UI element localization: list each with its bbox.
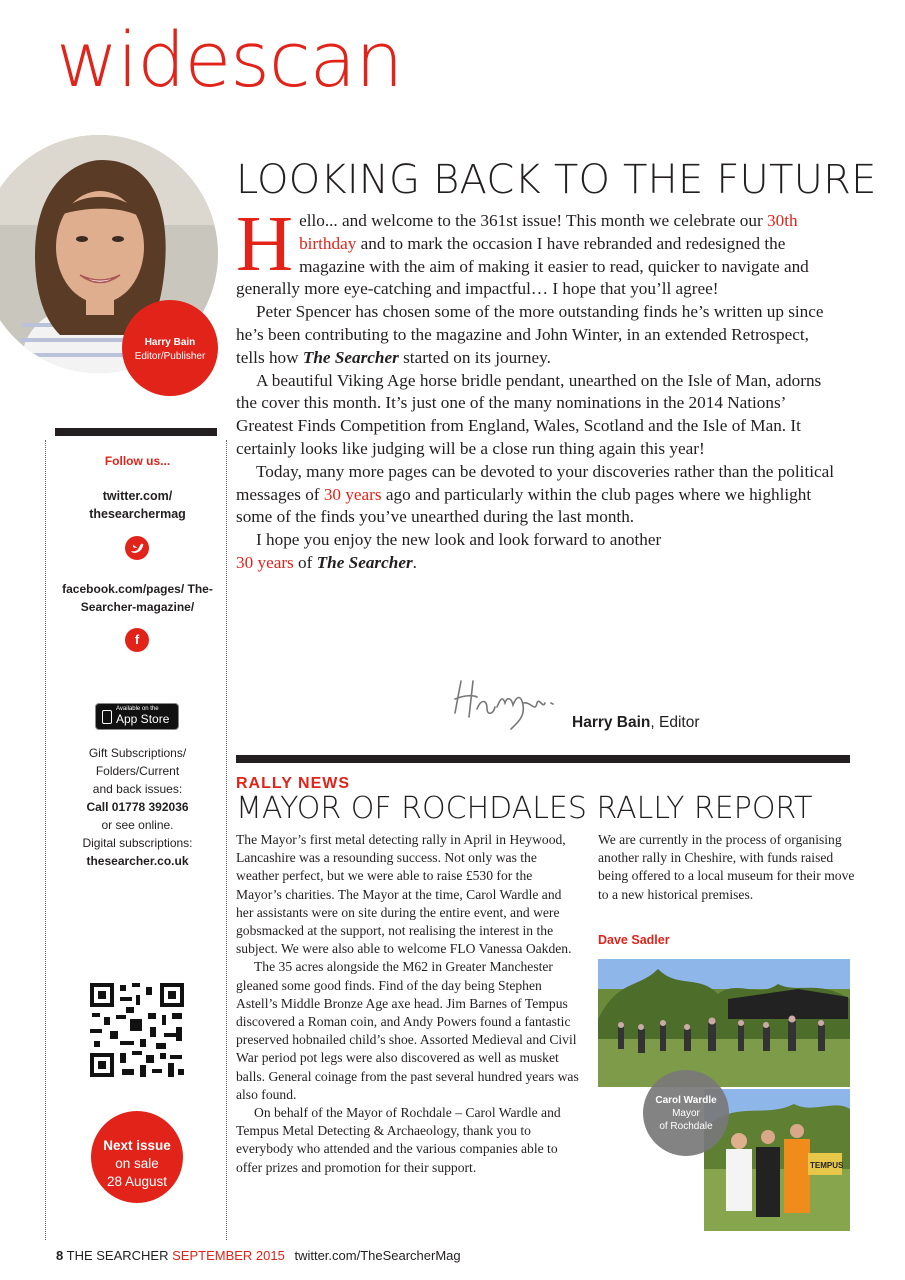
caption-role-1: Mayor bbox=[672, 1108, 700, 1119]
phone-icon bbox=[102, 710, 112, 724]
paragraph-4-text-b: ago and particularly within the club pages where we highlight some of the finds you’ve unearthed during the last month. bbox=[236, 484, 812, 527]
sidebar-dotted-divider bbox=[45, 440, 46, 1240]
tempus-banner-text: TEMPUS bbox=[810, 1161, 844, 1170]
subs-website[interactable]: thesearcher.co.uk bbox=[86, 854, 189, 868]
rally-column-1 bbox=[236, 831, 581, 1177]
sidebar-rule bbox=[55, 428, 217, 436]
paragraph-1-text-b: and to mark the occasion I have rebranded and redesigned the magazine with the aim of making it easier to read, quicker to navigate and generally more eye-catching and impactful… I hope that you’ll agree! bbox=[236, 233, 809, 299]
rally-section-rule bbox=[236, 755, 850, 763]
content-dotted-divider bbox=[226, 440, 227, 1240]
drop-cap: H bbox=[236, 201, 294, 288]
signature-name: Harry Bain bbox=[572, 714, 651, 731]
paragraph-5-magazine-name: The Searcher bbox=[316, 552, 413, 572]
subs-phone[interactable]: Call 01778 392036 bbox=[86, 800, 189, 814]
paragraph-5-text-c: . bbox=[412, 552, 417, 572]
editorial-body bbox=[236, 201, 836, 575]
highlight-30-years: 30 years bbox=[323, 484, 382, 504]
caption-role-2: of Rochdale bbox=[659, 1121, 713, 1132]
page-number: 8 bbox=[56, 1248, 64, 1263]
next-issue-badge bbox=[91, 1111, 183, 1203]
paragraph-2-text-a: Peter Spencer has chosen some of the more outstanding finds he’s written up since he’s been contributing to the magazine and John Winter, in an extended Retrospect, tells how bbox=[236, 302, 824, 367]
next-issue-title: Next issue bbox=[103, 1138, 171, 1153]
photo-caption-badge bbox=[643, 1070, 729, 1156]
app-store-big-text: App Store bbox=[116, 712, 170, 726]
editor-signature bbox=[447, 673, 577, 733]
facebook-f-icon[interactable]: f bbox=[125, 628, 149, 652]
paragraph-1 bbox=[236, 201, 836, 301]
rally-title: MAYOR OF ROCHDALES RALLY REPORT bbox=[236, 791, 813, 826]
subs-line-5: Digital subscriptions: bbox=[82, 836, 193, 850]
paragraph-3: A beautiful Viking Age horse bridle pendant, unearthed on the Isle of Man, adorns the cover this month. It’s just one of the many nominations in the 2014 Nations’ Greatest Finds Competition from England, Wales, Scotland and the Isle of Man. It certainly looks like judging will be a close run thing again this year! bbox=[236, 370, 822, 458]
article-title: LOOKING BACK TO THE FUTURE bbox=[236, 157, 877, 203]
next-issue-date: 28 August bbox=[106, 1174, 168, 1189]
rally-column-2: We are currently in the process of organising another rally in Cheshire, with funds raised being offered to a local museum for their move to a new historical premises. bbox=[598, 832, 855, 902]
paragraph-2-text-b: started on its journey. bbox=[398, 347, 551, 367]
page-footer bbox=[56, 1248, 461, 1263]
subs-line-2: Folders/Current bbox=[95, 764, 180, 778]
paragraph-4-text-a: Today, many more pages can be devoted to your discoveries rather than the political messages of bbox=[236, 461, 835, 504]
twitter-bird-icon[interactable] bbox=[125, 536, 149, 560]
paragraph-2 bbox=[236, 301, 836, 369]
app-store-badge[interactable] bbox=[95, 703, 179, 730]
footer-magazine: THE SEARCHER bbox=[66, 1248, 169, 1263]
rally-crowd-photo bbox=[598, 959, 850, 1087]
facebook-link[interactable]: facebook.com/pages/ The-Searcher-magazine/ bbox=[62, 582, 213, 614]
paragraph-2-magazine-name: The Searcher bbox=[302, 347, 399, 367]
signature-line bbox=[572, 714, 700, 732]
twitter-link[interactable]: twitter.com/ thesearchermag bbox=[89, 489, 186, 521]
follow-us-label: Follow us... bbox=[104, 454, 171, 468]
rally-paragraph-2: The 35 acres alongside the M62 in Greater Manchester gleaned some good finds. Find of the day being Stephen Astell’s Middle Bronze Age axe head. Jim Barnes of Tempus discovered a Roman coin, and Andy Powers found a fantastic preserved hobnailed child’s shoe. Assorted Medieval and Civil War period pot legs were also discovered as well as musket balls. General coinage from the past several hundred years was also found. bbox=[236, 959, 579, 1102]
paragraph-4 bbox=[236, 461, 836, 529]
subscriptions-info bbox=[50, 744, 225, 870]
subs-line-3: and back issues: bbox=[92, 782, 183, 796]
app-store-small-text: Available on the bbox=[116, 706, 159, 712]
paragraph-5 bbox=[236, 529, 836, 575]
paragraph-5-text-a: I hope you enjoy the new look and look forward to another bbox=[256, 530, 662, 550]
editor-name: Harry Bain bbox=[144, 337, 196, 348]
subs-line-1: Gift Subscriptions/ bbox=[88, 746, 187, 760]
rally-paragraph-3: On behalf of the Mayor of Rochdale – Carol Wardle and Tempus Metal Detecting & Archaeology, thank you to everybody who attended and the various companies able to offer prizes and promotion for their support. bbox=[236, 1105, 561, 1175]
signature-role: , Editor bbox=[650, 714, 700, 731]
highlight-30th-birthday: 30th birthday bbox=[299, 211, 798, 253]
qr-code[interactable] bbox=[90, 983, 184, 1077]
highlight-30-years-2: 30 years bbox=[236, 552, 294, 572]
paragraph-5-text-b: of bbox=[293, 552, 317, 572]
paragraph-1-text-a: ello... and welcome to the 361st issue! This month we celebrate our bbox=[299, 211, 767, 230]
caption-name: Carol Wardle bbox=[655, 1095, 717, 1106]
next-issue-line-2: on sale bbox=[115, 1156, 159, 1171]
editor-role: Editor/Publisher bbox=[134, 351, 206, 362]
rally-kicker: RALLY NEWS bbox=[236, 775, 351, 792]
subs-line-4: or see online. bbox=[101, 818, 174, 832]
editor-badge bbox=[122, 300, 218, 396]
footer-issue-date: SEPTEMBER 2015 bbox=[172, 1248, 285, 1263]
rally-paragraph-1: The Mayor’s first metal detecting rally in April in Heywood, Lancashire was a resounding success. Not only was the weather perfect, but we were able to raise £530 for the Mayor’s charities. The Mayor at the time, Carol Wardle and her assistants were on site during the entire event, and were gobsmacked at the support, not realising the interest in the subject. We were also able to welcome FLO Vanessa Oakden. bbox=[236, 832, 572, 957]
rally-author: Dave Sadler bbox=[598, 933, 670, 947]
masthead-title: widescan bbox=[56, 15, 403, 104]
footer-twitter[interactable]: twitter.com/TheSearcherMag bbox=[294, 1248, 461, 1263]
